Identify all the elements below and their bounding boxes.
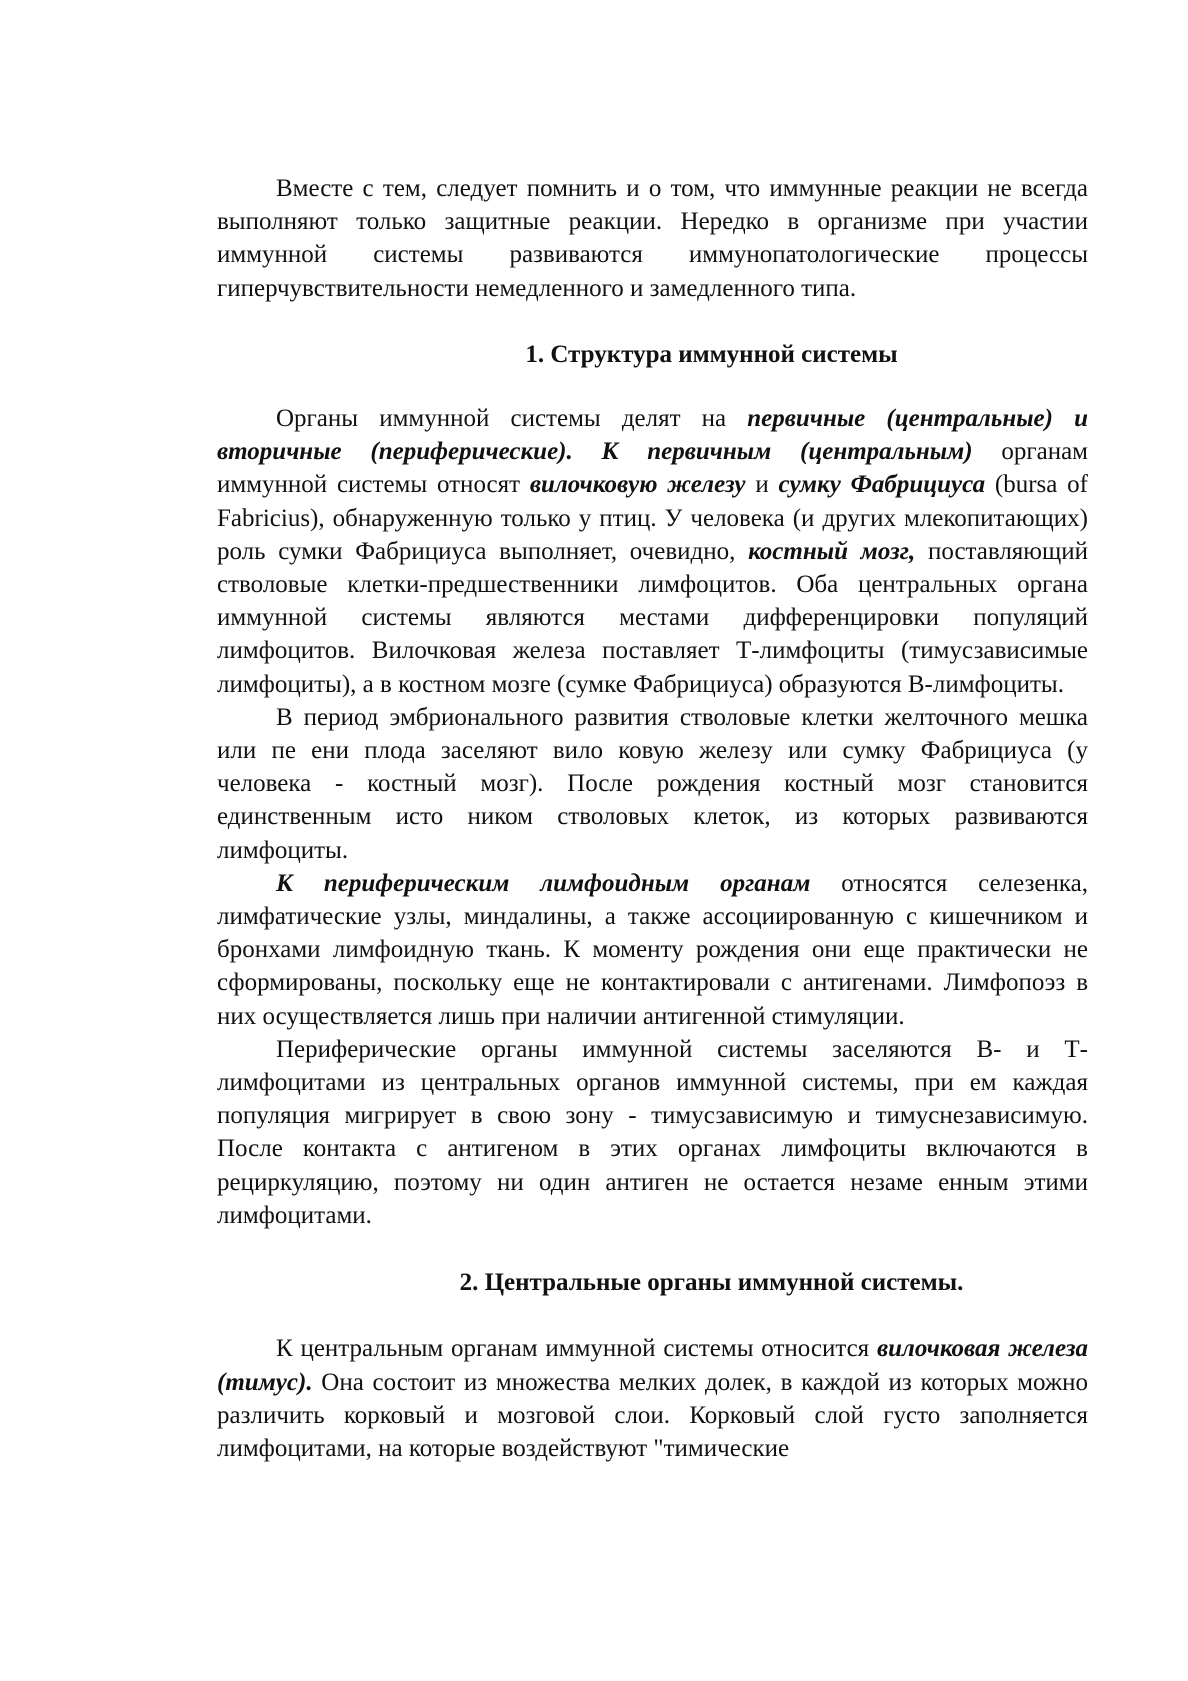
intro-text: Вместе с тем, следует помнить и о том, что иммунные реакции не всегда выполняют только защитные реакции. Нередко в организме при участии иммунной системы развиваются иммунопатологические процессы гиперчувствительности немедленного и замедленного типа. [217, 175, 1088, 302]
section1-paragraph-3 [217, 867, 1088, 1033]
spacer [217, 1232, 1088, 1266]
document-page [217, 172, 1088, 1465]
intro-paragraph [217, 172, 1088, 305]
section1-heading: 1. Структура иммунной системы [525, 340, 898, 368]
spacer [217, 371, 1088, 402]
text-run: Периферические органы иммунной системы заселяются В- и Т-лимфоцитами из центральных органов иммунной системы, при ем каждая популяция мигрирует в свою зону - тимусзависимую и тимуснезависимую. После контакта с антигеном в этих органах лимфоциты включаются в рециркуляцию, поэтому ни один антиген не остается незаме енным этими лимфоцитами. [217, 1035, 1088, 1229]
text-run: относятся селезенка, лимфатические узлы, миндалины, а также ассоциированную с кишечником и бронхами лимфоидную ткань. К моменту рождения они еще практически не сформированы, поскольку еще не контактировали с антигенами. Лимфопоэз в них осуществляется лишь при наличии антигенной стимуляции. [217, 869, 1089, 1030]
emphasis-bone-marrow: костный мозг, [748, 537, 916, 565]
text-run: и [745, 471, 779, 499]
section1-paragraph-1 [217, 402, 1088, 701]
section1-paragraph-4 [217, 1033, 1088, 1232]
text-run: К центральным органам иммунной системы относится [276, 1335, 877, 1363]
text-run: органам иммунной системы относят [217, 438, 1088, 499]
emphasis-thymus: вилочковую железу [529, 471, 746, 499]
section2-paragraph-1 [217, 1332, 1088, 1465]
spacer [217, 1299, 1088, 1332]
text-run: (bursa of Fabricius), обнаруженную только у птиц. У человека (и других млекопитающих) роль сумки Фабрициуса выполняет, очевидно, [217, 471, 1088, 565]
emphasis-peripheral-organs: К периферическим лимфоидным органам [276, 869, 811, 897]
text-run: поставляющий стволовые клетки-предшественники лимфоцитов. Оба центральных органа иммунной системы являются местами дифференцировки популяций лимфоцитов. Вилочковая железа поставляет Т-лимфоциты (тимусзависимые лимфоциты), а в костном мозге (сумке Фабрициуса) образуются В-лимфоциты. [217, 537, 1088, 698]
text-run: В период эмбрионального развития стволовые клетки желточного мешка или пе ени плода заселяют вило ковую железу или сумку Фабрициуса (у человека - костный мозг). После рождения костный мозг становится единственным исто ником стволовых клеток, из которых развиваются лимфоциты. [217, 703, 1088, 864]
text-run: Органы иммунной системы делят на [276, 405, 748, 433]
text-run: Она состоит из множества мелких долек, в каждой из которых можно различить корковый и мозговой слои. Корковый слой густо заполняется лимфоцитами, на которые воздействуют "тимические [217, 1368, 1088, 1462]
emphasis-primary-secondary: первичные (центральные) и вторичные (периферические). К первичным (центральным) [217, 405, 1088, 466]
emphasis-bursa: сумку Фабрициуса [778, 471, 986, 499]
emphasis-thymus-gland: вилочковая железа (тимус). [217, 1335, 1088, 1396]
section1-paragraph-2 [217, 701, 1088, 867]
section2-heading: 2. Центральные органы иммунной системы. [459, 1269, 964, 1297]
spacer [217, 305, 1088, 338]
